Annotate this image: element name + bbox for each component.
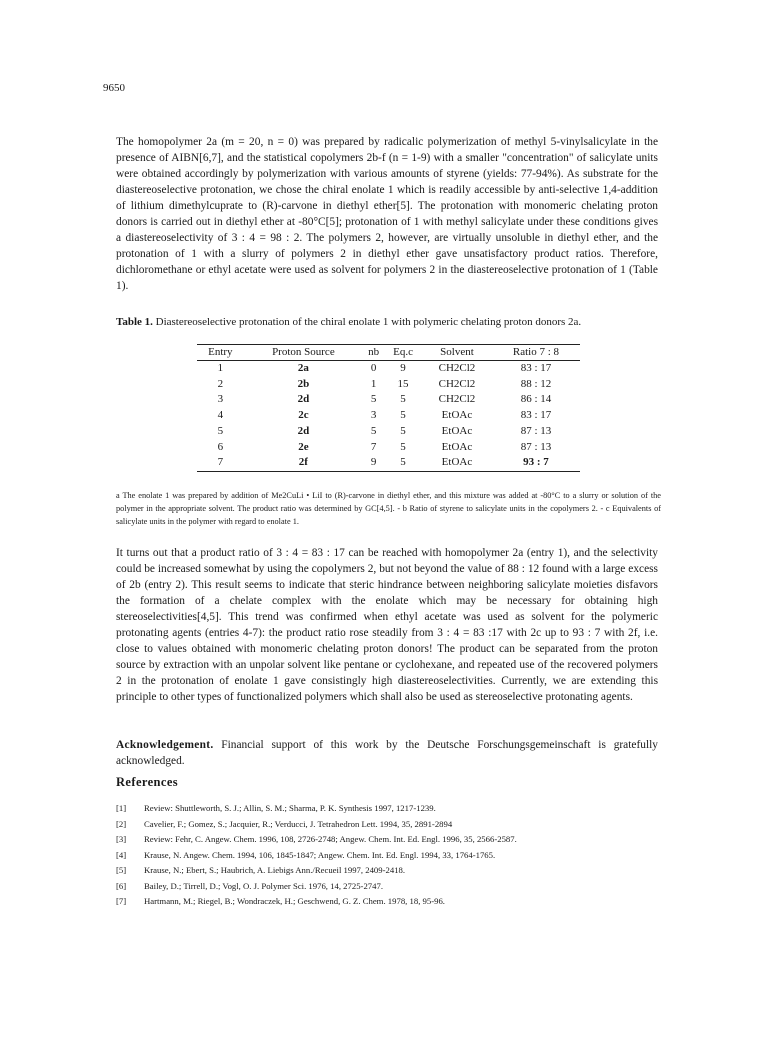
cell-n: 9 (363, 455, 384, 471)
reference-number: [1] (116, 803, 127, 813)
col-ratio: Ratio 7 : 8 (492, 345, 580, 361)
table-caption-label: Table 1. (116, 316, 153, 328)
table-row (197, 440, 580, 456)
reference-item (116, 894, 517, 910)
discussion-paragraph (116, 545, 658, 705)
cell-ratio: 93 : 7 (492, 455, 580, 471)
cell-solvent: EtOAc (441, 424, 473, 437)
reference-item (116, 848, 517, 864)
discussion-text: It turns out that a product ratio of 3 : 4 = 83 : 17 can be reached with homopolymer 2a (entry 1), and the selectivity could be increased somewhat by using the copolymers 2, but not beyond the value of 88 : 12 found with a large excess of 2b (entry 2). This result seems to indicate that steric hindrance between neighboring salicylate moieties disfavors the formation of a chelate complex with the enolate which may be necessary for obtaining high stereoselectivities[4,5]. This trend was confirmed when ethyl acetate was used as solvent for the polymeric protonating agents (entries 4-7): the product ratio rose steadily from 3 : 4 = 83 :17 with 2c up to 93 : 7 with 2f, i.e. close to values obtained with monomeric chelating proton donors! The product can be separated from the proton source by extraction with an unpolar solvent like pentane or cyclohexane, and repeated use of the recovered polymers 2 in the protonation of enolate 1 gave consistingly high diastereoselectivities. Currently, we are extending this principle to other types of functionalized polymers which shall also be used as stereoselective protonating agents. (116, 547, 658, 703)
col-solvent: Solvent (422, 345, 492, 361)
cell-eq: 5 (400, 424, 406, 437)
cell-source: 2f (244, 455, 363, 471)
cell-eq: 5 (400, 440, 406, 453)
cell-source: 2a (297, 362, 309, 374)
cell-n: 3 (370, 409, 377, 422)
cell-ratio: 86 : 14 (520, 393, 552, 406)
table-row (197, 455, 580, 471)
reference-text: Krause, N. Angew. Chem. 1994, 106, 1845-1847; Angew. Chem. Int. Ed. Engl. 1994, 33, 1764-1765. (144, 849, 496, 860)
cell-entry: 3 (217, 393, 224, 406)
cell-solvent: EtOAc (441, 409, 473, 422)
results-table (197, 344, 580, 472)
table-caption-text: Diastereoselective protonation of the chiral enolate 1 with polymeric chelating proton donors 2a. (155, 316, 582, 328)
cell-entry: 2 (217, 377, 224, 390)
col-proton-source: Proton Source (244, 345, 363, 361)
reference-item (116, 817, 517, 833)
cell-solvent: CH2Cl2 (438, 377, 476, 390)
cell-entry: 4 (217, 409, 224, 422)
reference-item (116, 832, 517, 848)
table-header-row (197, 345, 580, 361)
cell-eq: 5 (400, 409, 406, 422)
table-caption (116, 316, 676, 328)
reference-text: Hartmann, M.; Riegel, B.; Wondraczek, H.; Geschwend, G. Z. Chem. 1978, 18, 95-96. (144, 896, 445, 906)
cell-source: 2d (297, 393, 310, 406)
col-entry: Entry (197, 345, 244, 361)
cell-ratio: 83 : 17 (520, 362, 552, 374)
cell-eq: 5 (384, 455, 422, 471)
cell-entry: 1 (217, 362, 224, 374)
col-eq: Eq.c (384, 345, 422, 361)
table-footnote: a The enolate 1 was prepared by addition of Me2CuLi • LiI to (R)-carvone in diethyl ether, and this mixture was added at -80°C to a slurry or solution of the polymer in the appropriate solvent. The product ratio was determined by GC[4,5]. - b Ratio of styrene to salicylate units in the copolymers 2. - c Equivalents of salicylate units in the polymer with regard to enolate 1. (116, 491, 661, 526)
table-row (197, 377, 580, 393)
cell-solvent: EtOAc (441, 440, 473, 453)
cell-n: 5 (370, 424, 377, 437)
reference-number: [3] (116, 834, 127, 844)
cell-source: 2d (297, 424, 310, 437)
cell-solvent: EtOAc (422, 455, 492, 471)
reference-number: [5] (116, 865, 127, 875)
table-row (197, 424, 580, 440)
reference-text: Cavelier, F.; Gomez, S.; Jacquier, R.; Verducci, J. Tetrahedron Lett. 1994, 35, 2891-2894 (144, 818, 453, 829)
page-number: 9650 (103, 82, 125, 94)
reference-number: [4] (116, 849, 127, 860)
cell-entry: 6 (217, 440, 224, 453)
table-row (197, 408, 580, 424)
cell-ratio: 87 : 13 (520, 440, 552, 453)
reference-text: Bailey, D.; Tirrell, D.; Vogl, O. J. Polymer Sci. 1976, 14, 2725-2747. (144, 880, 383, 891)
cell-eq: 9 (400, 362, 406, 374)
reference-text: Krause, N.; Ebert, S.; Haubrich, A. Liebigs Ann./Recueil 1997, 2409-2418. (144, 865, 406, 875)
reference-number: [6] (116, 880, 127, 891)
cell-source: 2e (298, 440, 309, 453)
col-n: nb (363, 345, 384, 361)
reference-item (116, 863, 517, 879)
reference-number: [2] (116, 818, 127, 829)
cell-eq: 5 (400, 393, 406, 406)
reference-item (116, 801, 517, 817)
references-list (116, 801, 517, 910)
cell-solvent: CH2Cl2 (438, 362, 476, 374)
reference-text: Review: Shuttleworth, S. J.; Allin, S. M.; Sharma, P. K. Synthesis 1997, 1217-1239. (144, 803, 436, 813)
intro-text: The homopolymer 2a (m = 20, n = 0) was prepared by radicalic polymerization of methyl 5-vinylsalicylate in the presence of AIBN[6,7], and the statistical copolymers 2b-f (n = 1-9) with a smaller "concentration" of salicylate units were obtained accordingly by polymerization with various amounts of styrene (yields: 77-94%). As substrate for the diastereoselective protonation, we chose the chiral enolate 1 which is readily accessible by anti-selective 1,4-addition of lithium dimethylcuprate to (R)-carvone in diethyl ether[5]. The protonation with monomeric chelating proton donors is carried out in diethyl ether at -80°C[5]; protonation of 1 with methyl salicylate under these conditions gives a diastereoselectivity of 3 : 4 = 98 : 2. The polymers 2, however, are virtually unsoluble in diethyl ether, and the protonation of 1 with a slurry of polymers 2 in diethyl ether gave unsatisfactory product ratios. Therefore, dichloromethane or ethyl acetate were used as solvent for polymers 2 in the diastereoselective protonation of 1 (Table 1). (116, 136, 658, 292)
table-row (197, 392, 580, 408)
reference-text: Review: Fehr, C. Angew. Chem. 1996, 108, 2726-2748; Angew. Chem. Int. Ed. Engl. 1996, 35, 2566-2587. (144, 834, 517, 844)
cell-ratio: 87 : 13 (520, 424, 552, 437)
acknowledgement (116, 737, 658, 769)
cell-ratio: 88 : 12 (520, 377, 552, 390)
cell-n: 7 (370, 440, 377, 453)
acknowledgement-title: Acknowledgement. (116, 739, 214, 751)
cell-source: 2b (297, 377, 310, 390)
cell-n: 5 (370, 393, 377, 406)
cell-solvent: CH2Cl2 (438, 393, 476, 406)
table-row (197, 361, 580, 377)
cell-eq: 15 (397, 377, 409, 390)
cell-entry: 7 (197, 455, 244, 471)
cell-ratio: 83 : 17 (520, 409, 552, 422)
cell-entry: 5 (217, 424, 224, 437)
cell-n: 0 (370, 362, 377, 374)
cell-source: 2c (298, 409, 309, 422)
reference-number: [7] (116, 896, 127, 906)
cell-n: 1 (370, 377, 377, 390)
reference-item (116, 879, 517, 895)
references-heading: References (116, 775, 179, 789)
acknowledgement-text: Financial support of this work by the Deutsche Forschungsgemeinschaft is gratefully acknowledged. (116, 739, 658, 767)
intro-paragraph (116, 134, 658, 294)
